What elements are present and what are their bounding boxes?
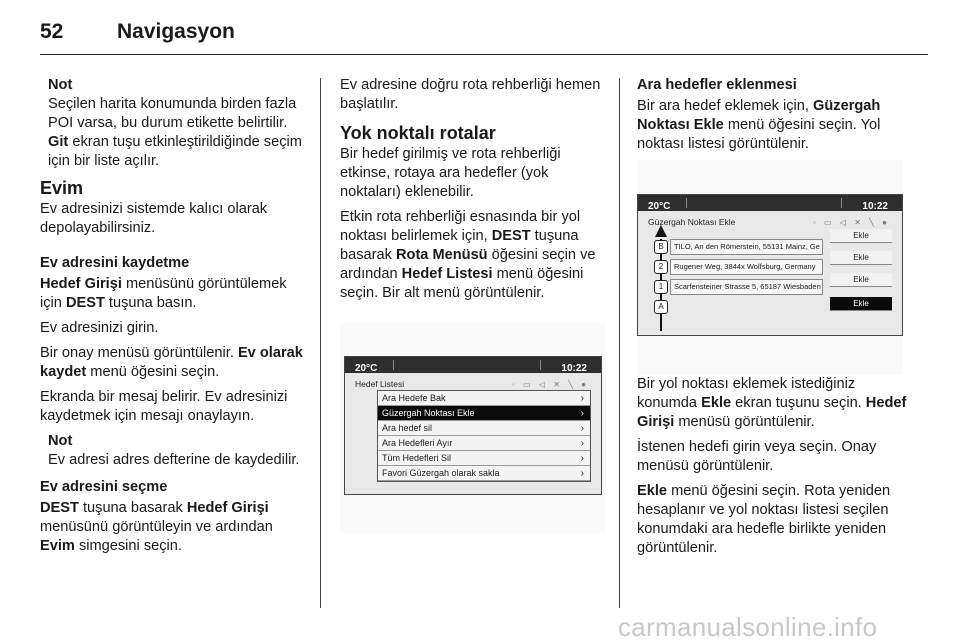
note-text: ekran tuşu etkinleştirildiğinde seçim için bir liste açılır. <box>48 134 302 169</box>
page-header <box>40 18 928 55</box>
screen-illustration <box>340 323 606 533</box>
paragraph: Bir ara hedef eklemek için, Güzergah Noktası Ekle menü öğesini seçin. Yol noktası listesi görüntülenir. <box>637 98 881 152</box>
subsection-title: Ev adresini kaydetme <box>40 255 190 271</box>
page-number: 52 <box>40 20 64 43</box>
waypoint-row[interactable]: TILO, An den Römerstein, 55131 Mainz, Ge <box>670 239 823 255</box>
ekle-button[interactable]: Ekle <box>830 229 892 243</box>
note-box <box>48 76 306 171</box>
chevron-right-icon: › <box>580 393 584 404</box>
menu-item[interactable] <box>378 466 590 481</box>
note-title: Not <box>48 77 73 93</box>
page-title: Navigasyon <box>117 20 235 43</box>
chevron-right-icon: › <box>580 423 584 434</box>
waypoint-row[interactable]: Scarfensteiner Strasse 5, 65187 Wiesbaden <box>670 279 823 295</box>
paragraph: İstenen hedefi girin veya seçin. Onay menüsü görüntülenir. <box>637 439 877 474</box>
section-title: Yok noktalı rotalar <box>340 123 496 143</box>
chevron-right-icon: › <box>580 453 584 464</box>
column-1 <box>40 76 306 562</box>
column-2 <box>340 76 606 479</box>
status-icons: ◦ ▭ ◁ ✕ ╲ ● <box>511 380 589 389</box>
menu-item-label: Favori Güzergah olarak sakla <box>382 468 500 478</box>
menu-item[interactable] <box>378 451 590 466</box>
status-icons: ◦ ▭ ◁ ✕ ╲ ● <box>812 218 890 227</box>
paragraph: Ev adresinizi sistemde kalıcı olarak depolayabilirsiniz. <box>40 201 268 236</box>
ekle-button[interactable]: Ekle <box>830 251 892 265</box>
note-bold: Git <box>48 134 69 150</box>
display-frame <box>344 356 602 495</box>
temperature: 20°C <box>355 363 378 374</box>
chevron-right-icon: › <box>580 468 584 479</box>
ekle-button[interactable]: Ekle <box>830 273 892 287</box>
menu-item[interactable] <box>378 421 590 436</box>
screen-subtitle: Hedef Listesi <box>355 379 405 389</box>
clock: 10:22 <box>561 363 587 374</box>
paragraph: Hedef Girişi menüsünü görüntülemek için DEST tuşuna basın. <box>40 276 287 311</box>
waypoint-marker-icon: A <box>654 300 668 314</box>
waypoint-marker-icon: B <box>654 240 668 254</box>
waypoint-row[interactable]: Rugener Weg, 3844x Wolfsburg, Germany <box>670 259 823 275</box>
screen-subtitle: Güzergah Noktası Ekle <box>648 217 736 227</box>
note-text: Seçilen harita konumunda birden fazla POI varsa, bu durum etikette belirtilir. <box>48 96 297 131</box>
note-text: Ev adresi adres defterine de kaydedilir. <box>48 452 300 468</box>
paragraph: Bir hedef girilmiş ve rota rehberliği etkinse, rotaya ara hedefler (yok noktaları) eklenebilir. <box>340 146 561 200</box>
waypoint-marker-icon: 1 <box>654 280 668 294</box>
chevron-right-icon: › <box>580 438 584 449</box>
column-divider <box>619 78 620 608</box>
subsection-title: Ev adresini seçme <box>40 479 168 495</box>
section-title: Evim <box>40 178 84 198</box>
paragraph: Ev adresine doğru rota rehberliği hemen başlatılır. <box>340 77 601 112</box>
paragraph: Ekle menü öğesini seçin. Rota yeniden hesaplanır ve yol noktası listesi seçilen konumdaki ara hedefle birlikte yeniden görüntülenir. <box>637 483 891 556</box>
column-3 <box>637 76 907 564</box>
paragraph: Bir onay menüsü görüntülenir. Ev olarak kaydet menü öğesini seçin. <box>40 345 303 380</box>
status-bar <box>638 195 902 211</box>
paragraph: DEST tuşuna basarak Hedef Girişi menüsünü görüntüleyin ve ardından Evim simgesini seçin. <box>40 500 273 554</box>
menu-item[interactable] <box>378 391 590 406</box>
menu-item-label: Ara Hedefe Bak <box>382 393 446 403</box>
status-bar <box>345 357 601 373</box>
chevron-right-icon: › <box>580 408 584 419</box>
paragraph: Ev adresinizi girin. <box>40 320 159 336</box>
paragraph: Ekranda bir mesaj belirir. Ev adresinizi kaydetmek için mesajı onaylayın. <box>40 389 288 424</box>
menu-item[interactable] <box>378 406 590 421</box>
watermark: carmanualsonline.info <box>618 612 878 642</box>
menu-item[interactable] <box>378 436 590 451</box>
clock: 10:22 <box>862 201 888 212</box>
temperature: 20°C <box>648 201 671 212</box>
menu-item-label: Ara hedef sil <box>382 423 433 433</box>
display-frame <box>637 194 903 336</box>
note-box <box>48 432 306 470</box>
subsection-title: Ara hedefler eklenmesi <box>637 77 797 93</box>
column-divider <box>320 78 321 608</box>
arrow-up-icon <box>655 225 667 237</box>
menu-item-label: Güzergah Noktası Ekle <box>382 408 475 418</box>
ekle-button[interactable]: Ekle <box>830 297 892 311</box>
waypoint-marker-icon: 2 <box>654 260 668 274</box>
note-title: Not <box>48 433 73 449</box>
menu-item-label: Ara Hedefleri Ayır <box>382 438 453 448</box>
menu-list <box>377 390 591 482</box>
menu-item-label: Tüm Hedefleri Sil <box>382 453 452 463</box>
paragraph: Bir yol noktası eklemek istediğiniz konumda Ekle ekran tuşunu seçin. Hedef Girişi menüsü görüntülenir. <box>637 376 907 430</box>
screen-illustration <box>637 160 903 375</box>
paragraph: Etkin rota rehberliği esnasında bir yol noktası belirlemek için, DEST tuşuna basarak Rota Menüsü öğesini seçin ve ardından Hedef Listesi menü öğesini seçin. Bir alt menü görüntülenir. <box>340 209 596 301</box>
